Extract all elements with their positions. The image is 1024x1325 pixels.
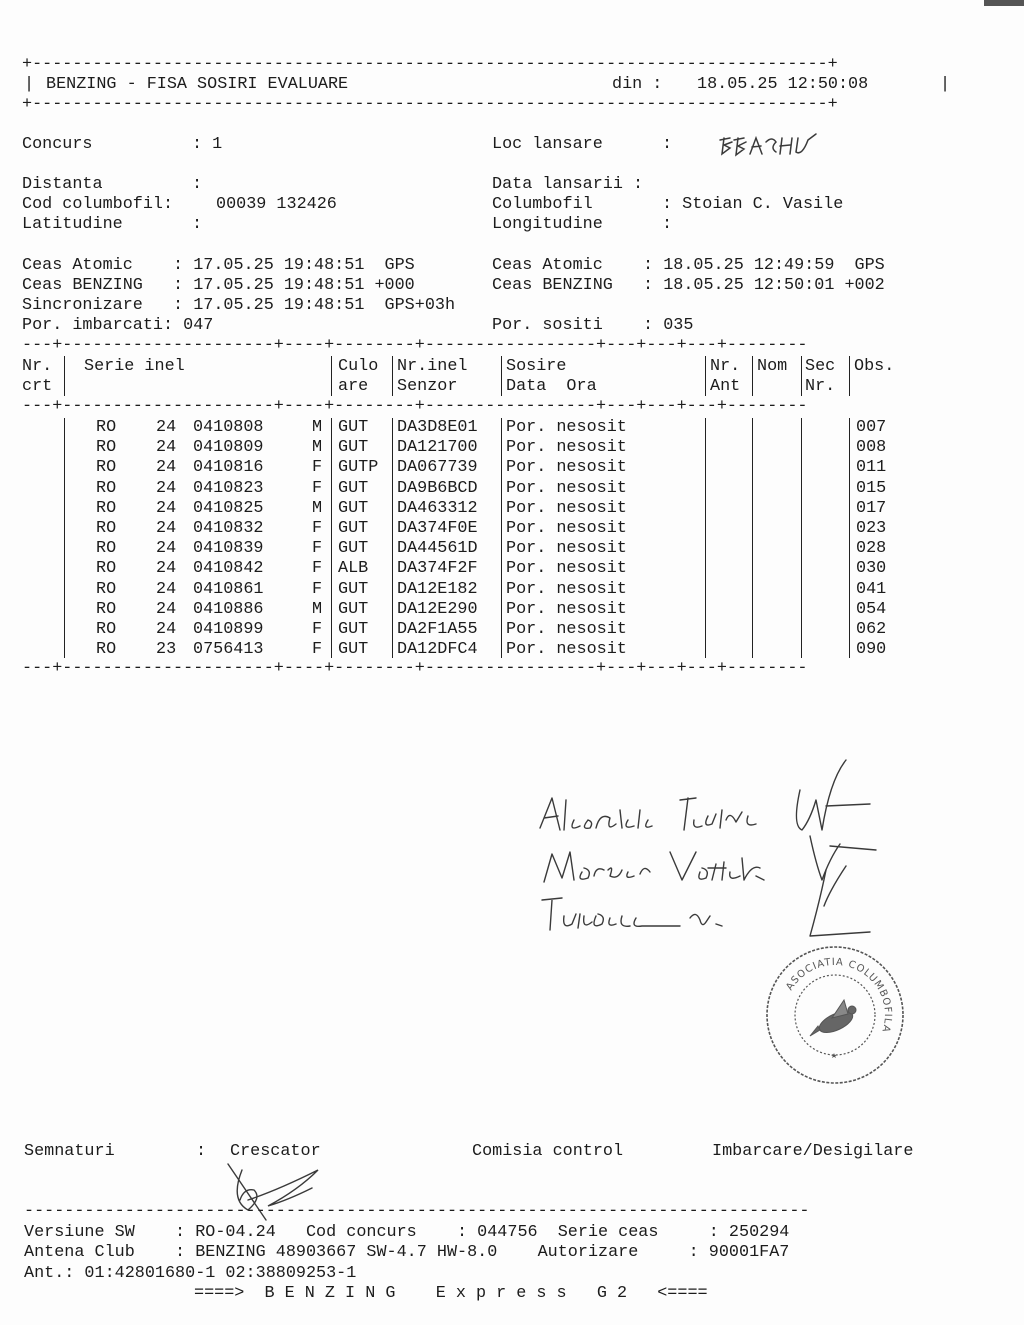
row-4-country: RO <box>96 478 117 498</box>
row-9-sensor: DA12E182 <box>397 579 478 599</box>
row-11-ring: 0410899 <box>193 620 264 639</box>
header-serie-inel: Serie inel <box>84 357 185 376</box>
din-label: din : <box>612 75 663 94</box>
row-3-obs: 011 <box>856 458 887 478</box>
footer-brand: ====> B E N Z I N G E x p r e s s G 2 <==== <box>194 1284 708 1303</box>
row-12-sex: F <box>312 640 323 660</box>
signature-imbarcare: Imbarcare/Desigilare <box>712 1142 914 1161</box>
row-2-sex: M <box>312 438 323 458</box>
semnaturi-sep: : <box>196 1142 207 1161</box>
row-3-color: GUTP <box>338 458 379 478</box>
header-obs: Obs. <box>854 357 895 376</box>
col-sep <box>849 356 850 396</box>
col-sep <box>392 418 393 658</box>
row-9-obs: 041 <box>856 579 887 599</box>
signature-comisia-control: Comisia control <box>472 1142 624 1161</box>
concurs-value: : 1 <box>192 135 223 154</box>
col-sep <box>705 356 706 396</box>
row-1-ring: 0410808 <box>193 418 264 437</box>
footer-antena: Antena Club : BENZING 48903667 SW-4.7 HW-8.0 Autorizare : 90001FA7 <box>24 1243 790 1262</box>
row-1-arrival: Por. nesosit <box>506 418 627 437</box>
ceas-benzing-end: Ceas BENZING : 18.05.25 12:50:01 +002 <box>492 276 885 295</box>
porumbei-sositi: Por. sositi : 035 <box>492 316 694 335</box>
row-6-color: GUT <box>338 519 369 538</box>
row-4-obs: 015 <box>856 478 887 498</box>
data-lansarii-label: Data lansarii : <box>492 175 644 194</box>
row-7-sensor: DA44561D <box>397 539 478 559</box>
footer-rule: ------------------------------------------------------------------------------ <box>24 1202 810 1221</box>
header-nom: Nom <box>757 357 788 376</box>
header-right-bar: | <box>940 75 951 94</box>
ceas-atomic-end: Ceas Atomic : 18.05.25 12:49:59 GPS <box>492 256 885 275</box>
row-12-ring: 0756413 <box>193 640 264 660</box>
loc-lansare-sep: : <box>662 135 673 154</box>
row-6-arrival: Por. nesosit <box>506 519 627 538</box>
row-8-year: 24 <box>156 559 177 579</box>
row-1-sensor: DA3D8E01 <box>397 418 478 437</box>
distanta-label: Distanta <box>22 175 103 194</box>
row-5-arrival: Por. nesosit <box>506 498 627 518</box>
row-2-color: GUT <box>338 438 369 458</box>
row-1-country: RO <box>96 418 117 437</box>
header-nr-crt: Nr. <box>22 357 53 376</box>
row-7-year: 24 <box>156 539 177 559</box>
row-12-sensor: DA12DFC4 <box>397 640 478 660</box>
row-11-year: 24 <box>156 620 177 639</box>
row-11-color: GUT <box>338 620 369 639</box>
header-nr-ant: Nr. <box>710 357 741 376</box>
row-9-ring: 0410861 <box>193 579 264 599</box>
sincronizare: Sincronizare : 17.05.25 19:48:51 GPS+03h <box>22 296 456 315</box>
row-2-country: RO <box>96 438 117 458</box>
row-1-sex: M <box>312 418 323 437</box>
ceas-benzing-start: Ceas BENZING : 17.05.25 19:48:51 +000 <box>22 276 415 295</box>
row-11-country: RO <box>96 620 117 639</box>
row-4-year: 24 <box>156 478 177 498</box>
col-sep <box>801 418 802 658</box>
row-1-year: 24 <box>156 418 177 437</box>
row-10-year: 24 <box>156 599 177 619</box>
row-7-color: GUT <box>338 539 369 559</box>
row-3-sex: F <box>312 458 323 478</box>
row-12-arrival: Por. nesosit <box>506 640 627 660</box>
row-10-country: RO <box>96 599 117 619</box>
row-10-obs: 054 <box>856 599 887 619</box>
row-5-sensor: DA463312 <box>397 498 478 518</box>
header-nr-ant-2: Ant <box>710 377 741 396</box>
row-10-sex: M <box>312 599 323 619</box>
row-3-country: RO <box>96 458 117 478</box>
row-2-arrival: Por. nesosit <box>506 438 627 458</box>
header-nr-crt-2: crt <box>22 377 53 396</box>
stamp-text: ASOCIATIA COLUMBOFILA <box>784 956 894 1035</box>
row-10-sensor: DA12E290 <box>397 599 478 619</box>
row-4-arrival: Por. nesosit <box>506 478 627 498</box>
row-8-country: RO <box>96 559 117 579</box>
row-2-sensor: DA121700 <box>397 438 478 458</box>
row-7-sex: F <box>312 539 323 559</box>
header-nr-inel: Nr.inel <box>397 357 468 376</box>
cod-columbofil-label: Cod columbofil: <box>22 195 174 214</box>
cod-columbofil-value: 00039 132426 <box>216 195 337 214</box>
row-4-ring: 0410823 <box>193 478 264 498</box>
col-sep <box>331 418 332 658</box>
header-culoare: Culo <box>338 357 379 376</box>
row-4-color: GUT <box>338 478 369 498</box>
row-4-sex: F <box>312 478 323 498</box>
report-datetime: 18.05.25 12:50:08 <box>697 75 869 94</box>
row-4-sensor: DA9B6BCD <box>397 478 478 498</box>
row-10-ring: 0410886 <box>193 599 264 619</box>
row-7-ring: 0410839 <box>193 539 264 559</box>
row-9-country: RO <box>96 579 117 599</box>
pigeon-icon <box>810 1000 856 1037</box>
page-title: BENZING - FISA SOSIRI EVALUARE <box>46 75 349 94</box>
row-5-color: GUT <box>338 498 369 518</box>
row-8-color: ALB <box>338 559 369 579</box>
col-sep <box>801 356 802 396</box>
col-sep <box>752 418 753 658</box>
header-culoare-2: are <box>338 377 369 396</box>
columbofil-label: Columbofil <box>492 195 593 214</box>
row-10-color: GUT <box>338 599 369 619</box>
scan-edge-mark <box>984 0 1024 6</box>
row-1-obs: 007 <box>856 418 887 437</box>
row-8-ring: 0410842 <box>193 559 264 579</box>
row-12-color: GUT <box>338 640 369 660</box>
row-5-country: RO <box>96 498 117 518</box>
row-8-sex: F <box>312 559 323 579</box>
row-6-sex: F <box>312 519 323 538</box>
row-6-obs: 023 <box>856 519 887 538</box>
row-6-year: 24 <box>156 519 177 538</box>
row-2-year: 24 <box>156 438 177 458</box>
row-5-year: 24 <box>156 498 177 518</box>
row-2-ring: 0410809 <box>193 438 264 458</box>
row-5-sex: M <box>312 498 323 518</box>
header-senzor: Senzor <box>397 377 458 396</box>
row-7-arrival: Por. nesosit <box>506 539 627 559</box>
col-sep <box>752 356 753 396</box>
col-sep <box>849 418 850 658</box>
header-top-rule: +-------------------------------------------------------------------------------+ <box>22 55 838 74</box>
row-12-obs: 090 <box>856 640 887 660</box>
header-bottom-rule: +-------------------------------------------------------------------------------+ <box>22 95 838 114</box>
distanta-value: : <box>192 175 203 194</box>
semnaturi-label: Semnaturi <box>24 1142 115 1161</box>
row-5-obs: 017 <box>856 498 887 518</box>
row-1-color: GUT <box>338 418 369 437</box>
association-stamp <box>760 940 910 1090</box>
header-sosire: Sosire <box>506 357 567 376</box>
row-6-country: RO <box>96 519 117 538</box>
row-8-sensor: DA374F2F <box>397 559 478 579</box>
row-3-arrival: Por. nesosit <box>506 458 627 478</box>
porumbei-imbarcati: Por. imbarcati: 047 <box>22 316 214 335</box>
table-header-rule: ---+---------------------+----+--------+-----------------+---+---+---+-------- <box>22 397 808 416</box>
signature-crescator: Crescator <box>230 1142 321 1161</box>
columbofil-value: : Stoian C. Vasile <box>662 195 844 214</box>
latitudine-label: Latitudine <box>22 215 123 234</box>
footer-antene: Ant.: 01:42801680-1 02:38809253-1 <box>24 1264 357 1283</box>
row-9-arrival: Por. nesosit <box>506 579 627 599</box>
row-3-ring: 0410816 <box>193 458 264 478</box>
row-8-arrival: Por. nesosit <box>506 559 627 579</box>
ceas-atomic-start: Ceas Atomic : 17.05.25 19:48:51 GPS <box>22 256 415 275</box>
col-sep <box>392 356 393 396</box>
longitudine-value: : <box>662 215 673 234</box>
row-11-obs: 062 <box>856 620 887 639</box>
col-sep <box>64 356 65 396</box>
table-top-rule: ---+---------------------+----+--------+-----------------+---+---+---+-------- <box>22 336 808 355</box>
row-9-year: 24 <box>156 579 177 599</box>
row-11-sex: F <box>312 620 323 639</box>
row-6-sensor: DA374F0E <box>397 519 478 538</box>
col-sep <box>705 418 706 658</box>
row-12-year: 23 <box>156 640 177 660</box>
loc-lansare-label: Loc lansare <box>492 135 603 154</box>
row-7-country: RO <box>96 539 117 559</box>
header-data-ora: Data Ora <box>506 377 597 396</box>
table-bottom-rule: ---+---------------------+----+--------+-----------------+---+---+---+-------- <box>22 659 808 678</box>
row-8-obs: 030 <box>856 559 887 579</box>
col-sep <box>501 356 502 396</box>
row-2-obs: 008 <box>856 438 887 458</box>
handwritten-commission-names <box>530 740 910 950</box>
header-left-bar: | <box>24 75 35 94</box>
row-7-obs: 028 <box>856 539 887 559</box>
row-12-country: RO <box>96 640 117 660</box>
loc-lansare-handwritten <box>716 128 826 164</box>
row-11-arrival: Por. nesosit <box>506 620 627 639</box>
concurs-label: Concurs <box>22 135 93 154</box>
header-sec: Sec <box>805 357 836 376</box>
latitudine-value: : <box>192 215 203 234</box>
longitudine-label: Longitudine <box>492 215 603 234</box>
row-11-sensor: DA2F1A55 <box>397 620 478 639</box>
col-sep <box>331 356 332 396</box>
row-5-ring: 0410825 <box>193 498 264 518</box>
row-9-color: GUT <box>338 579 369 599</box>
row-10-arrival: Por. nesosit <box>506 599 627 619</box>
header-sec-2: Nr. <box>805 377 836 396</box>
footer-versiune: Versiune SW : RO-04.24 Cod concurs : 044756 Serie ceas : 250294 <box>24 1223 790 1242</box>
row-9-sex: F <box>312 579 323 599</box>
row-3-year: 24 <box>156 458 177 478</box>
row-6-ring: 0410832 <box>193 519 264 538</box>
col-sep <box>64 418 65 658</box>
col-sep <box>501 418 502 658</box>
row-3-sensor: DA067739 <box>397 458 478 478</box>
